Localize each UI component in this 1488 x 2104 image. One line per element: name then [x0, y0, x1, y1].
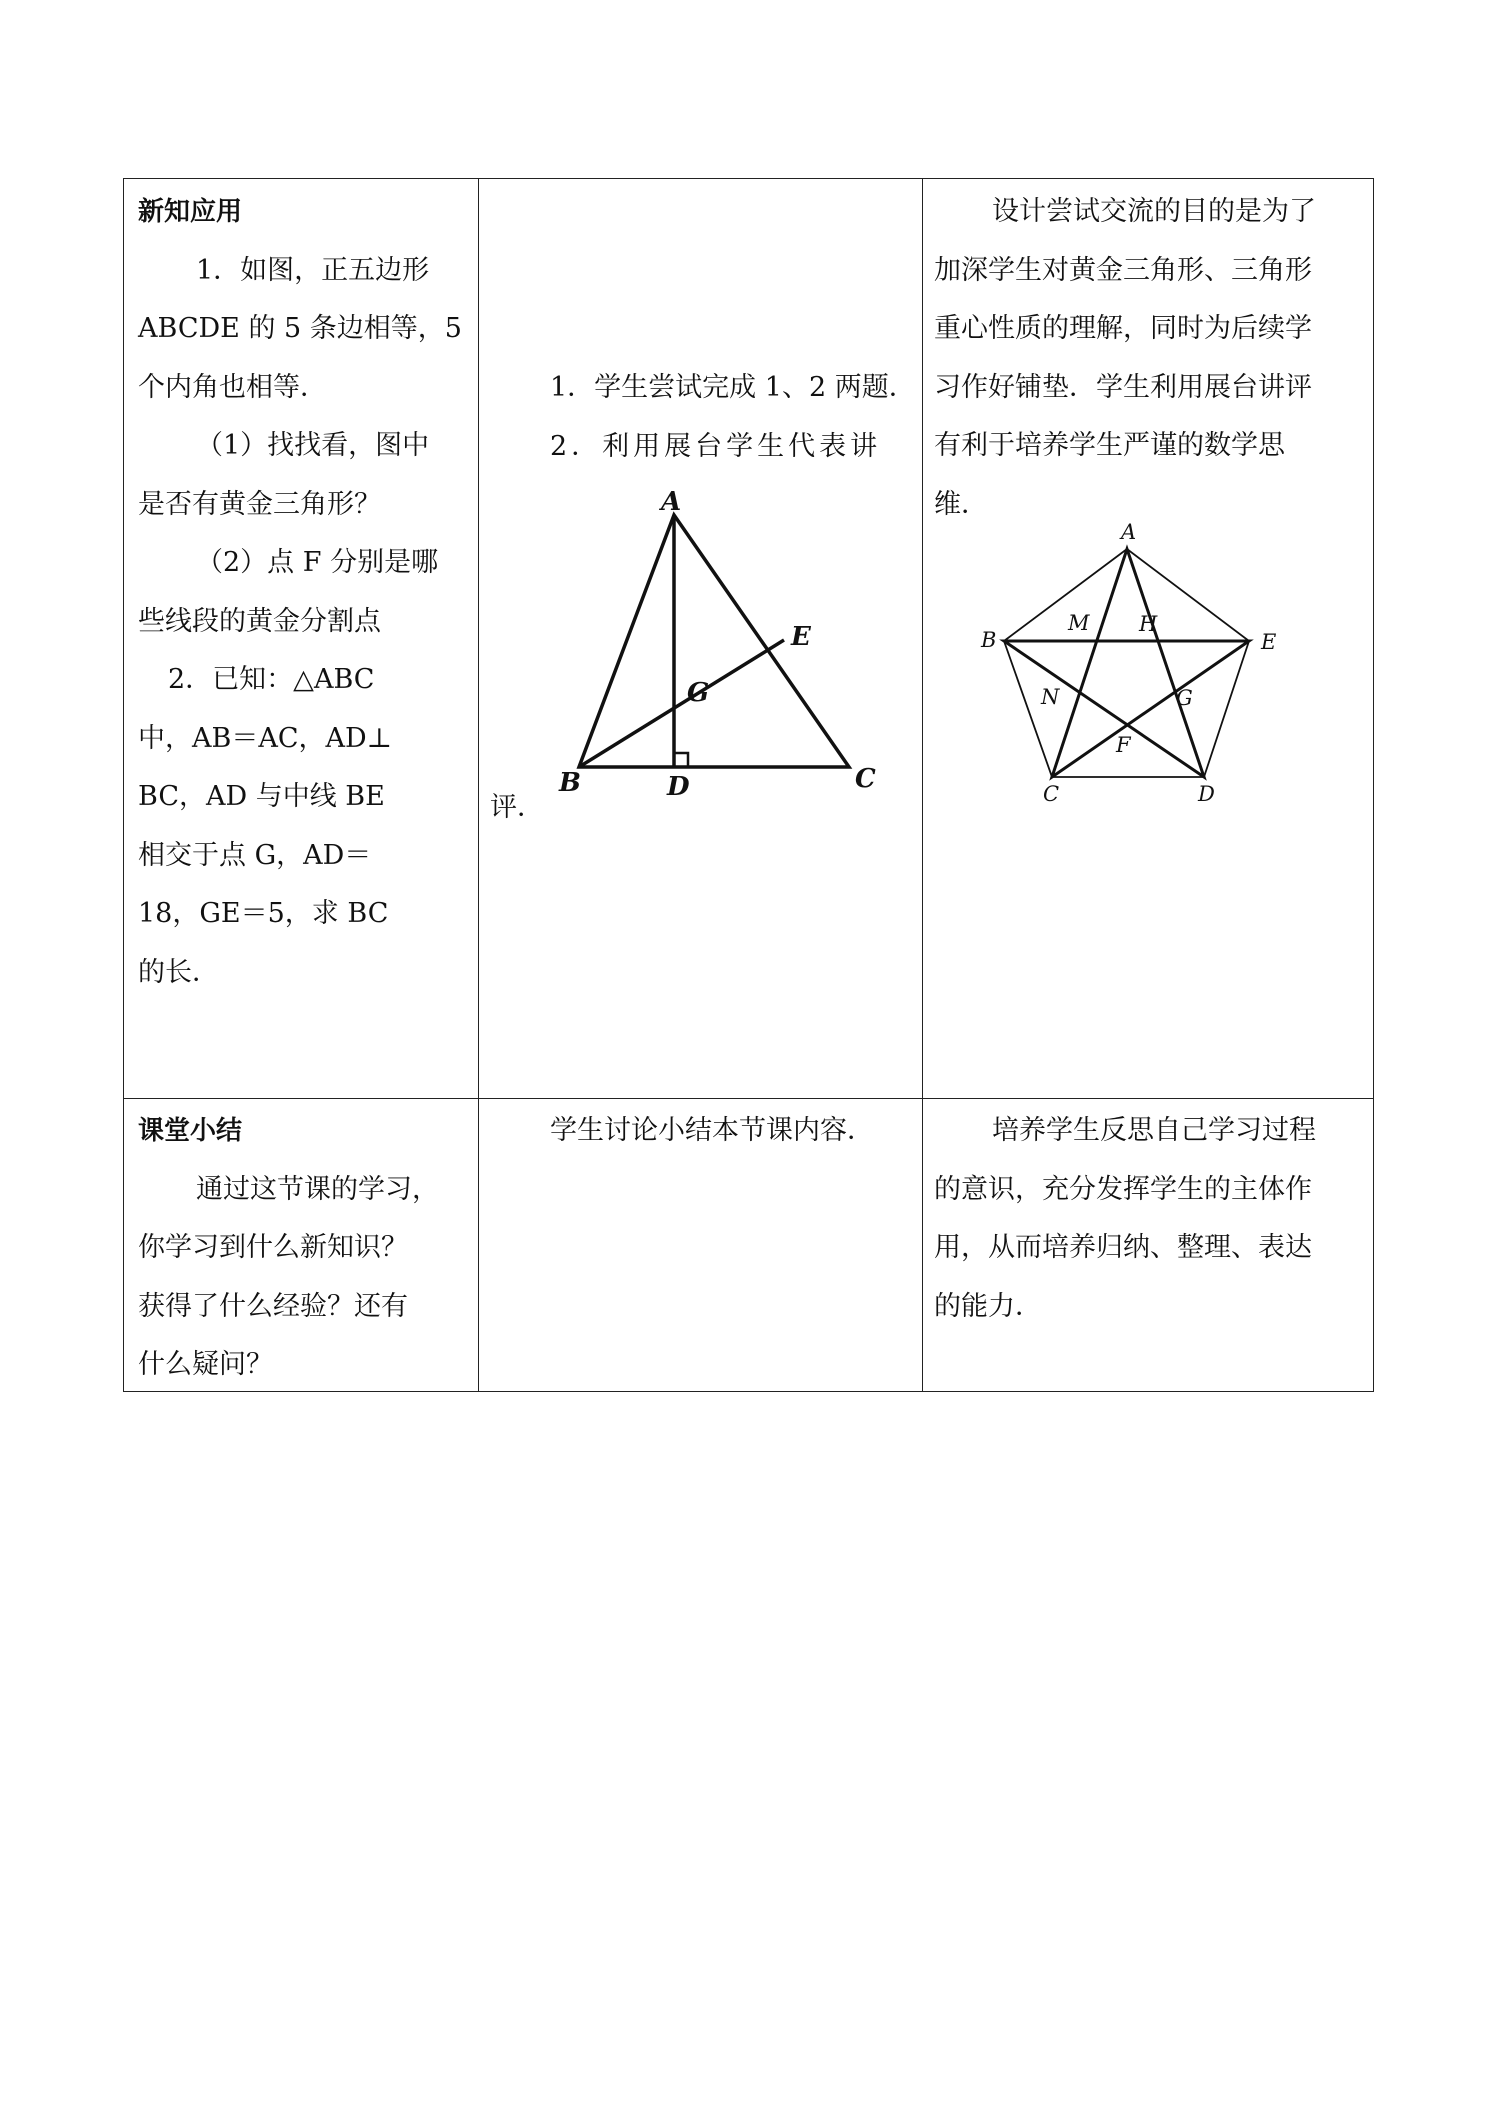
- design-rationale-line: 加深学生对黄金三角形、三角形: [934, 254, 1312, 286]
- summary-rationale-line: 的能力．: [934, 1290, 1042, 1322]
- label-e: E: [791, 622, 811, 652]
- problem-1-line: 1．如图，正五边形: [196, 254, 430, 286]
- problem-2-line: 18，GE＝5，求 BC: [138, 898, 389, 929]
- label-f: F: [1116, 733, 1131, 757]
- design-rationale-line: 重心性质的理解，同时为后续学: [934, 313, 1312, 344]
- section-heading-summary: 课堂小结: [138, 1116, 243, 1146]
- label-a: A: [661, 487, 682, 517]
- lesson-table: [123, 178, 1374, 1392]
- row2-col2-cell: [490, 1102, 920, 1161]
- label-n: N: [1041, 685, 1060, 709]
- design-rationale-line: 习作好铺垫．学生利用展台讲评: [934, 371, 1312, 403]
- problem-2-line: 中，AB＝AC，AD⊥: [138, 722, 393, 754]
- summary-question-line: 你学习到什么新知识？: [138, 1232, 408, 1263]
- row2-col3-cell: [934, 1102, 1364, 1336]
- label-g: G: [1176, 686, 1193, 710]
- summary-question-line: 什么疑问？: [138, 1349, 273, 1380]
- label-b: B: [981, 628, 997, 652]
- column-divider-2: [922, 179, 923, 1391]
- row1-col1-cell: [138, 183, 468, 1002]
- student-activity-line: 1．学生尝试完成 1、2 两题．: [550, 372, 916, 403]
- problem-1-part1-line: （1）找找看，图中: [196, 430, 430, 461]
- pentagon-star-figure: [971, 519, 1291, 806]
- student-discussion-line: 学生讨论小结本节课内容．: [550, 1115, 874, 1146]
- summary-question-line: 通过这节课的学习，: [196, 1173, 439, 1205]
- label-b: B: [559, 768, 581, 798]
- label-c: C: [855, 764, 876, 794]
- problem-1-part2-line: （2）点 F 分别是哪: [196, 547, 439, 578]
- design-rationale-line: 设计尝试交流的目的是为了: [992, 196, 1316, 227]
- student-activity-line: 2．利用展台学生代表讲: [550, 430, 882, 462]
- section-heading-application: 新知应用: [138, 197, 243, 227]
- label-e: E: [1261, 630, 1277, 654]
- problem-2-line: 的长．: [138, 956, 219, 988]
- problem-1-line: ABCDE 的 5 条边相等，5: [138, 313, 462, 344]
- label-h: H: [1139, 612, 1158, 636]
- summary-rationale-line: 的意识，充分发挥学生的主体作: [934, 1173, 1312, 1205]
- triangle-figure: [539, 485, 876, 805]
- label-m: M: [1068, 611, 1090, 635]
- row1-col3-cell: [934, 183, 1364, 534]
- row1-col2-cell: [490, 359, 920, 476]
- design-rationale-line: 有利于培养学生严谨的数学思: [934, 430, 1285, 461]
- label-a: A: [1121, 520, 1137, 544]
- design-rationale-line: 维．: [934, 488, 988, 520]
- label-d: D: [1198, 782, 1215, 806]
- label-g: G: [687, 678, 710, 708]
- problem-2-line: 2．已知：△ABC: [168, 664, 375, 695]
- right-angle-mark: [674, 753, 688, 767]
- problem-1-line: 个内角也相等．: [138, 371, 327, 403]
- summary-rationale-line: 用，从而培养归纳、整理、表达: [934, 1232, 1312, 1263]
- median-be: [579, 640, 784, 767]
- row2-col1-cell: [138, 1102, 468, 1395]
- label-d: D: [667, 772, 690, 802]
- row-divider: [124, 1098, 1373, 1099]
- problem-1-part1-line: 是否有黄金三角形？: [138, 488, 381, 520]
- problem-2-line: BC，AD 与中线 BE: [138, 781, 385, 812]
- label-c: C: [1043, 782, 1060, 806]
- summary-rationale-line: 培养学生反思自己学习过程: [992, 1115, 1316, 1146]
- summary-question-line: 获得了什么经验？还有: [138, 1290, 408, 1322]
- problem-2-line: 相交于点 G，AD＝: [138, 839, 372, 871]
- column-divider-1: [478, 179, 479, 1391]
- problem-1-part2-line: 些线段的黄金分割点: [138, 605, 381, 637]
- student-activity-tail: 评．: [490, 792, 544, 823]
